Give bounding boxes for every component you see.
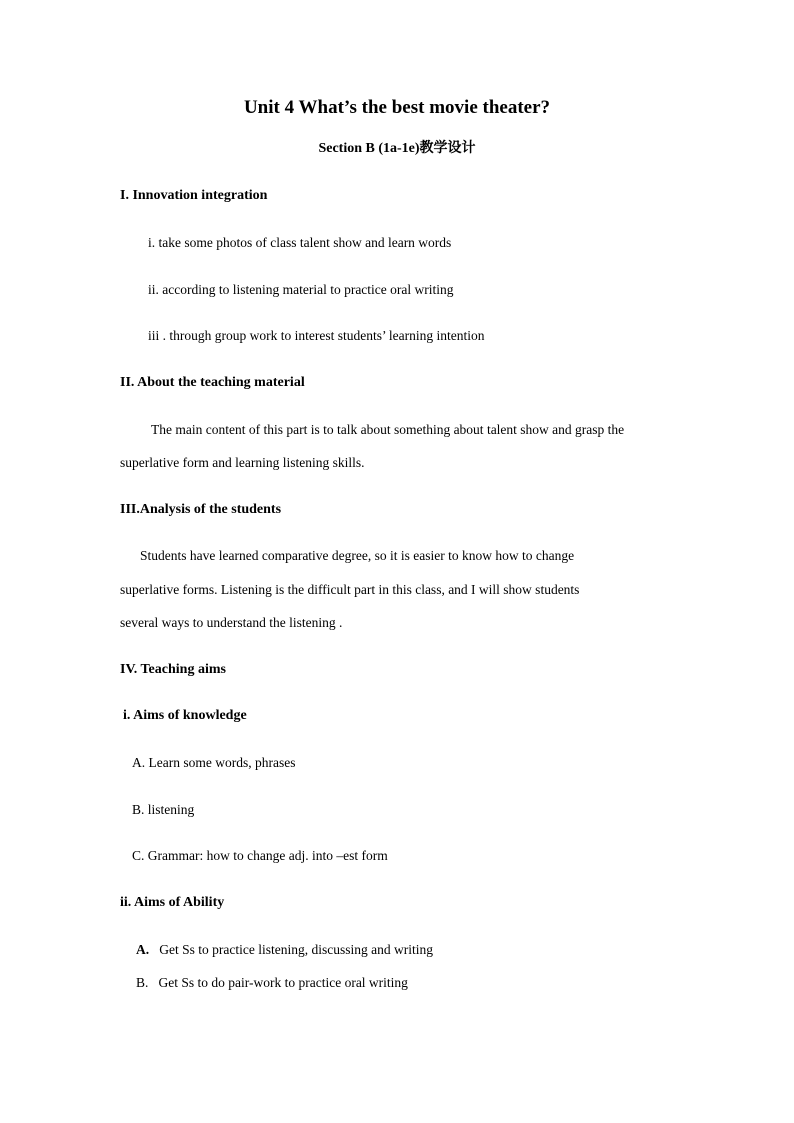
- section-heading-aims: IV. Teaching aims: [120, 662, 226, 677]
- students-paragraph-line-3: several ways to understand the listening .: [120, 615, 343, 630]
- knowledge-item-c: C. Grammar: how to change adj. into –est form: [132, 848, 388, 863]
- section-heading-innovation: I. Innovation integration: [120, 188, 268, 203]
- material-paragraph-line-1: The main content of this part is to talk about something about talent show and grasp the: [151, 422, 625, 437]
- knowledge-item-b: B. listening: [132, 802, 195, 817]
- section-heading-material: II. About the teaching material: [120, 375, 305, 390]
- ability-item-a-marker: A.: [136, 942, 150, 957]
- ability-item-a-text: Get Ss to practice listening, discussing and writing: [159, 942, 433, 957]
- section-heading-students: III.Analysis of the students: [120, 502, 282, 517]
- ability-item-a: [136, 943, 433, 957]
- document-subtitle: Section B (1a-1e)教学设计: [318, 141, 476, 156]
- innovation-item-1: i. take some photos of class talent show and learn words: [148, 235, 452, 250]
- students-paragraph-line-1: Students have learned comparative degree, so it is easier to know how to change: [140, 548, 575, 563]
- subsection-heading-knowledge: i. Aims of knowledge: [123, 708, 247, 723]
- subsection-heading-ability: ii. Aims of Ability: [120, 895, 225, 910]
- ability-item-b: [136, 976, 408, 990]
- innovation-item-2: ii. according to listening material to practice oral writing: [148, 282, 454, 297]
- ability-item-b-marker: B.: [136, 975, 149, 990]
- students-paragraph-line-2: superlative forms. Listening is the difficult part in this class, and I will show students: [120, 582, 580, 597]
- material-paragraph-line-2: superlative form and learning listening skills.: [120, 455, 365, 470]
- ability-item-b-text: Get Ss to do pair-work to practice oral writing: [158, 975, 408, 990]
- document-title: Unit 4 What’s the best movie theater?: [243, 97, 551, 118]
- knowledge-item-a: A. Learn some words, phrases: [132, 755, 296, 770]
- innovation-item-3: iii . through group work to interest students’ learning intention: [148, 328, 485, 343]
